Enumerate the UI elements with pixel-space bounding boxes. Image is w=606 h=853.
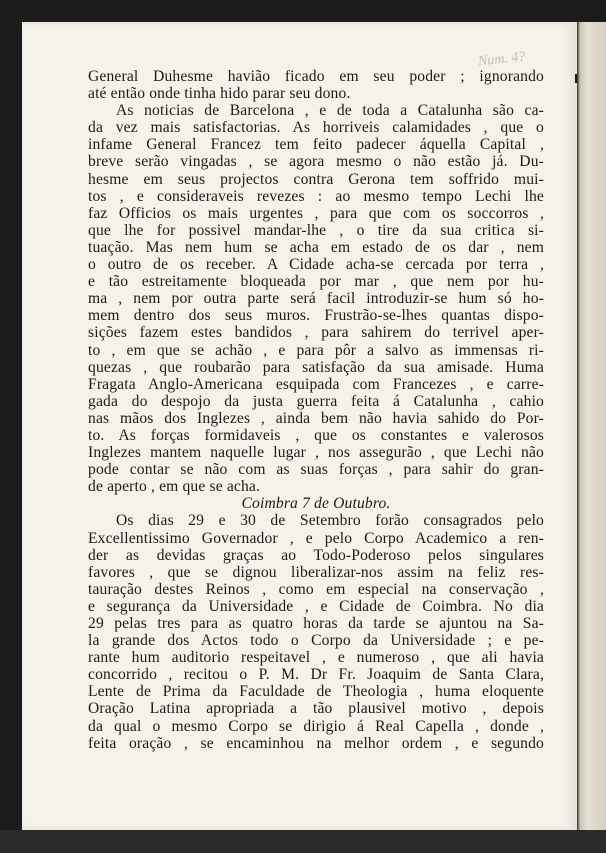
- text-line: tuação. Mas nem hum se acha em estado de os dar , nem: [88, 238, 544, 256]
- text-line: rante hum auditorio respeitavel , e numeroso , que ali havia: [88, 649, 544, 667]
- marginal-notation: Num. 4?: [477, 49, 527, 70]
- text-line: e segurança da Universidade , e Cidade de Coimbra. No dia: [88, 597, 544, 615]
- text-line: mem dentro dos seus muros. Frustrão-se-lhes quantas dispo-: [88, 307, 544, 325]
- text-line: General Duhesme havião ficado em seu poder ; ignorando: [88, 68, 544, 85]
- text-line: breve serão vingadas , se agora mesmo o não estão já. Du-: [88, 153, 544, 171]
- article-text: [88, 68, 544, 752]
- text-line: faz Officios os mais urgentes , para que com os soccorros ,: [88, 204, 544, 222]
- text-line: Os dias 29 e 30 de Setembro forão consagrados pelo: [116, 512, 544, 530]
- text-line: la grande dos Actos todo o Corpo da Universidade ; e pe-: [88, 632, 544, 650]
- text-line: tos , e consideraveis revezes : ao mesmo tempo Lechi lhe: [88, 187, 544, 205]
- text-line: sições fazem estes bandidos , para sahirem do terrivel aper-: [88, 324, 544, 342]
- page-mark: [575, 74, 577, 83]
- adjacent-page-edge: [577, 22, 606, 830]
- text-line: As noticias de Barcelona , e de toda a Catalunha são ca-: [116, 102, 544, 120]
- text-line: pode contar se não com as suas forças , para sahir do gran-: [88, 461, 544, 479]
- text-line: e tão estreitamente bloqueada por mar , que nem por hu-: [88, 273, 544, 291]
- dateline-heading: Coimbra 7 de Outubro.: [241, 495, 391, 513]
- text-line: concorrido , recitou o P. M. Dr Fr. Joaquim de Santa Clara,: [88, 666, 544, 684]
- text-line: até então onde tinha hido parar seu dono.: [88, 85, 351, 103]
- text-line: Excellentissimo Governador , e pelo Corpo Academico a ren-: [88, 529, 544, 547]
- text-line: infame General Francez tem feito padecer áquella Capital ,: [88, 136, 544, 154]
- text-line: to , em que se achão , e para pôr a salvo as immensas ri-: [88, 341, 544, 359]
- text-line: Lente de Prima da Faculdade de Theologia , huma eloquente: [88, 683, 544, 701]
- text-line: feita oração , se encaminhou na melhor ordem , e segundo: [88, 734, 544, 752]
- text-line: Fragata Anglo-Americana esquipada com Francezes , e carre-: [88, 375, 544, 393]
- scan-border: [0, 830, 606, 853]
- text-line: o outro de os receber. A Cidade acha-se cercada por terra ,: [88, 256, 544, 274]
- text-line: quezas , que roubarão para satisfação da sua amisade. Huma: [88, 358, 544, 376]
- text-line: da qual o mesmo Corpo se dirigio á Real Capella , donde ,: [88, 717, 544, 735]
- text-line: gada do despojo da justa guerra feita á Catalunha , cahio: [88, 392, 544, 410]
- text-line: der as devidas graças ao Todo-Poderoso pelos singulares: [88, 546, 544, 564]
- text-line: tauração destes Reinos , como em especial na conservação ,: [88, 580, 544, 598]
- text-line: nas mãos dos Inglezes , ainda bem não havia sahido do Por-: [88, 409, 544, 427]
- text-line: ma , nem por outra parte será facil introduzir-se hum só ho-: [88, 290, 544, 308]
- text-line: da vez mais satisfactorias. As horriveis calamidades , que o: [88, 119, 544, 137]
- text-line: de aperto , em que se acha.: [88, 478, 261, 496]
- text-line: favores , que se dignou liberalizar-nos assim na feliz res-: [88, 563, 544, 581]
- text-line: hesme em seus projectos contra Gerona tem soffrido mui-: [88, 170, 544, 188]
- text-line: to. As forças formidaveis , que os constantes e valerosos: [88, 426, 544, 444]
- text-line: Oração Latina apropriada a tão plausivel motivo , depois: [88, 700, 544, 718]
- text-line: 29 pelas tres para as quatro horas da tarde se ajuntou na Sa-: [88, 615, 544, 632]
- text-line: que lhe for possivel mandar-lhe , o tire da sua critica si-: [88, 221, 544, 239]
- text-line: Inglezes mantem naquelle lugar , nos assegurão , que Lechi não: [88, 444, 544, 462]
